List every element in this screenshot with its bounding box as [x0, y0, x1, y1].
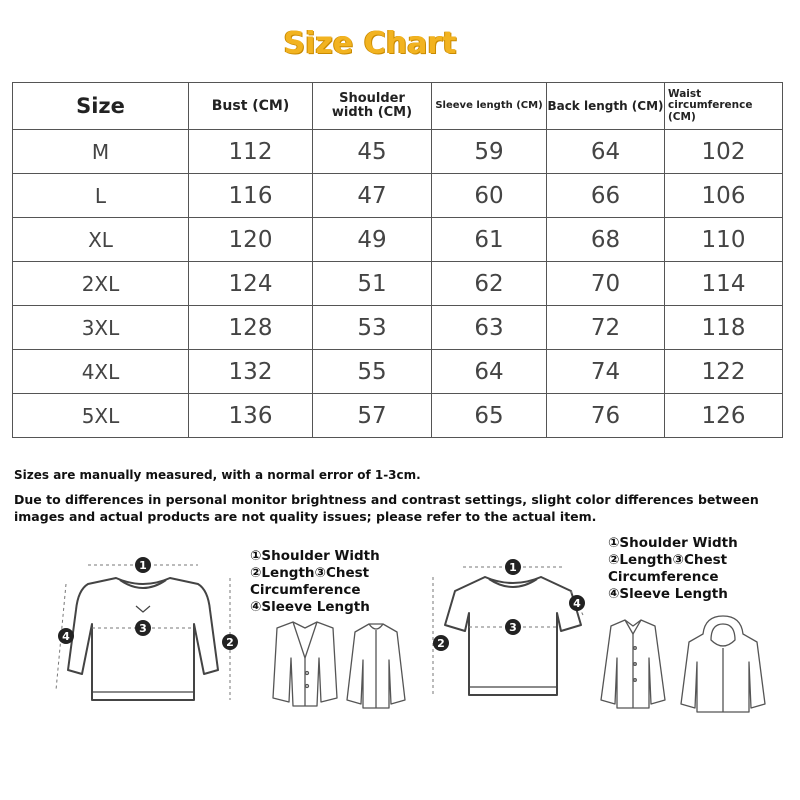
button-shirt-icon [601, 620, 665, 708]
cell-shoulder: 49 [313, 218, 432, 262]
blazer-icon [273, 622, 337, 706]
legend-left-line1: ①Shoulder Width [250, 548, 380, 564]
table-row [13, 218, 783, 262]
cell-shoulder: 57 [313, 394, 432, 438]
marker-1 [505, 559, 521, 575]
header-sleeve: Sleeve length (CM) [432, 83, 547, 130]
cell-shoulder: 51 [313, 262, 432, 306]
cell-size: 4XL [13, 350, 189, 394]
header-waist-line1: Waist [668, 88, 702, 101]
right-garment-examples [585, 612, 775, 717]
cell-bust: 120 [189, 218, 313, 262]
cell-waist: 114 [665, 262, 783, 306]
legend-left-line4: ④Sleeve Length [250, 599, 370, 615]
cell-size: 3XL [13, 306, 189, 350]
cell-sleeve: 64 [432, 350, 547, 394]
marker-3 [505, 619, 521, 635]
cell-size: L [13, 174, 189, 218]
cell-waist: 106 [665, 174, 783, 218]
t-shirt-icon [445, 577, 581, 695]
header-shoulder [313, 83, 432, 130]
header-back: Back length (CM) [547, 83, 665, 130]
cell-waist: 110 [665, 218, 783, 262]
legend-right-line2: ②Length③Chest [608, 552, 728, 568]
header-shoulder-line1: Shoulder [339, 91, 405, 107]
cell-size: 2XL [13, 262, 189, 306]
cell-size: 5XL [13, 394, 189, 438]
cell-waist: 102 [665, 130, 783, 174]
cell-waist: 126 [665, 394, 783, 438]
table-row [13, 130, 783, 174]
cell-sleeve: 61 [432, 218, 547, 262]
cell-size: XL [13, 218, 189, 262]
legend-left [250, 548, 420, 616]
cell-shoulder: 55 [313, 350, 432, 394]
tshirt-measurement-diagram [425, 555, 595, 705]
header-bust: Bust (CM) [189, 83, 313, 130]
cell-back: 66 [547, 174, 665, 218]
cell-waist: 122 [665, 350, 783, 394]
cell-back: 74 [547, 350, 665, 394]
size-table [12, 82, 783, 438]
legend-right-line3: Circumference [608, 569, 719, 585]
cell-sleeve: 65 [432, 394, 547, 438]
page-title: Size Chart [283, 26, 457, 61]
cell-bust: 124 [189, 262, 313, 306]
marker-4 [58, 628, 74, 644]
svg-text:4: 4 [573, 597, 581, 610]
cell-sleeve: 63 [432, 306, 547, 350]
legend-left-line3: Circumference [250, 582, 361, 598]
header-size: Size [13, 83, 189, 130]
cell-bust: 116 [189, 174, 313, 218]
legend-right-line1: ①Shoulder Width [608, 535, 738, 551]
marker-2 [433, 635, 449, 651]
svg-text:3: 3 [509, 621, 517, 634]
legend-right-line4: ④Sleeve Length [608, 586, 728, 602]
svg-text:1: 1 [509, 561, 517, 574]
header-waist-line2: circumference (CM) [668, 99, 753, 123]
legend-right [608, 535, 788, 603]
cell-shoulder: 53 [313, 306, 432, 350]
svg-text:1: 1 [139, 559, 147, 572]
cell-size: M [13, 130, 189, 174]
cell-shoulder: 47 [313, 174, 432, 218]
svg-text:2: 2 [437, 637, 445, 650]
svg-text:2: 2 [226, 636, 234, 649]
measurement-note: Sizes are manually measured, with a normal error of 1-3cm. [14, 468, 421, 482]
cell-back: 70 [547, 262, 665, 306]
marker-1 [135, 557, 151, 573]
marker-2 [222, 634, 238, 650]
left-garment-examples [255, 618, 425, 713]
cell-bust: 132 [189, 350, 313, 394]
table-row [13, 174, 783, 218]
cell-back: 68 [547, 218, 665, 262]
header-waist [665, 83, 783, 130]
marker-4 [569, 595, 585, 611]
cell-sleeve: 59 [432, 130, 547, 174]
hoodie-icon [681, 616, 765, 712]
marker-3 [135, 620, 151, 636]
legend-left-line2: ②Length③Chest [250, 565, 370, 581]
sweater-measurement-diagram [48, 550, 248, 710]
cell-waist: 118 [665, 306, 783, 350]
cell-sleeve: 62 [432, 262, 547, 306]
table-row [13, 262, 783, 306]
cell-bust: 112 [189, 130, 313, 174]
table-header-row [13, 83, 783, 130]
svg-text:4: 4 [62, 630, 70, 643]
cell-bust: 136 [189, 394, 313, 438]
table-row [13, 350, 783, 394]
color-disclaimer: Due to differences in personal monitor brightness and contrast settings, slight color differences between images and actual products are not quality issues; please refer to the actual item. [14, 492, 759, 524]
header-shoulder-line2: width (CM) [331, 105, 413, 120]
cell-back: 64 [547, 130, 665, 174]
long-sleeve-sweater-icon [68, 578, 218, 700]
svg-text:3: 3 [139, 622, 147, 635]
zip-jacket-icon [347, 624, 405, 708]
cell-shoulder: 45 [313, 130, 432, 174]
cell-sleeve: 60 [432, 174, 547, 218]
cell-back: 72 [547, 306, 665, 350]
cell-bust: 128 [189, 306, 313, 350]
cell-back: 76 [547, 394, 665, 438]
table-row [13, 394, 783, 438]
table-row [13, 306, 783, 350]
